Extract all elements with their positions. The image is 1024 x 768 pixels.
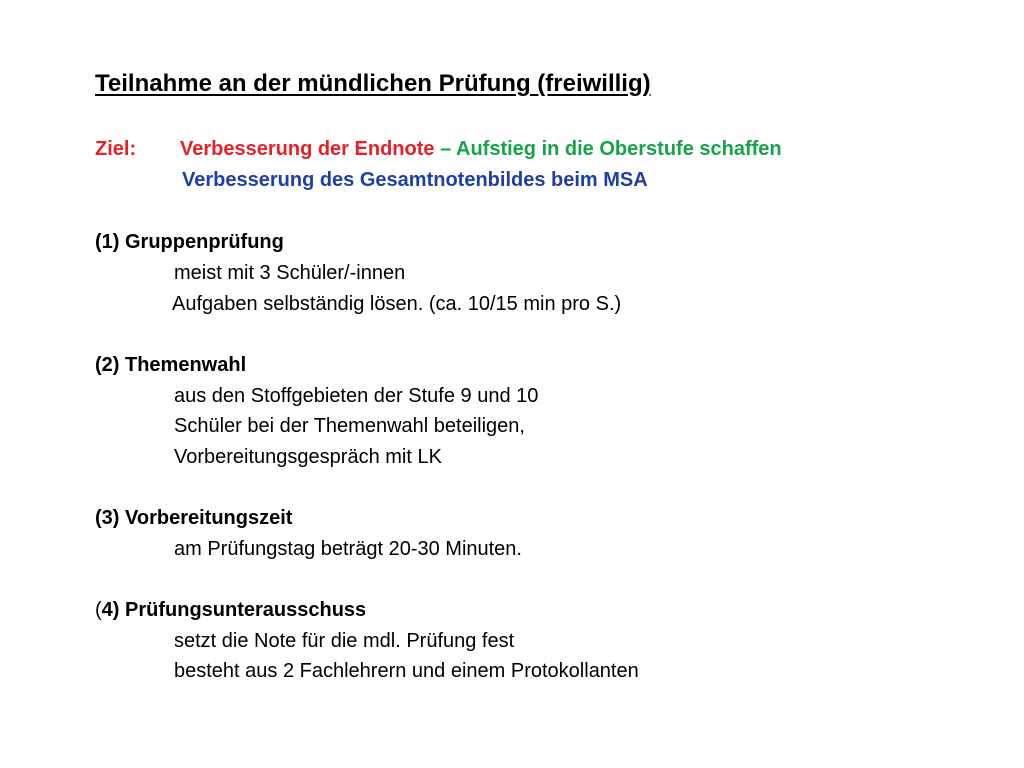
- section-3-heading: (3) Vorbereitungszeit: [95, 507, 293, 529]
- section-4-line-2: besteht aus 2 Fachlehrern und einem Protokollanten: [174, 660, 639, 682]
- section-1-line-2: Aufgaben selbständig lösen. (ca. 10/15 min pro S.): [172, 293, 622, 315]
- section-4-heading-text: 4) Prüfungsunterausschuss: [101, 599, 367, 621]
- section-2-line-1: aus den Stoffgebieten der Stufe 9 und 10: [174, 385, 539, 407]
- section-2-line-3: Vorbereitungsgespräch mit LK: [174, 446, 442, 468]
- section-1-line-1: meist mit 3 Schüler/-innen: [174, 262, 406, 284]
- goal-label: Ziel:: [95, 138, 137, 160]
- goal-line-1-green: – Aufstieg in die Oberstufe schaffen: [434, 138, 782, 160]
- section-3-line-1: am Prüfungstag beträgt 20-30 Minuten.: [174, 538, 522, 560]
- goal-line-1-red: Verbesserung der Endnote: [180, 138, 435, 160]
- section-2-line-2: Schüler bei der Themenwahl beteiligen,: [174, 415, 525, 437]
- goal-line-1: [180, 139, 782, 159]
- section-4-line-1: setzt die Note für die mdl. Prüfung fest: [174, 630, 515, 652]
- page-title: Teilnahme an der mündlichen Prüfung (freiwillig): [95, 70, 651, 97]
- section-2-heading: (2) Themenwahl: [95, 354, 247, 376]
- section-4-heading: [95, 600, 366, 620]
- section-4-heading-paren: (: [95, 599, 102, 621]
- section-1-heading: (1) Gruppenprüfung: [95, 231, 284, 253]
- goal-line-2: Verbesserung des Gesamtnotenbildes beim MSA: [182, 169, 648, 191]
